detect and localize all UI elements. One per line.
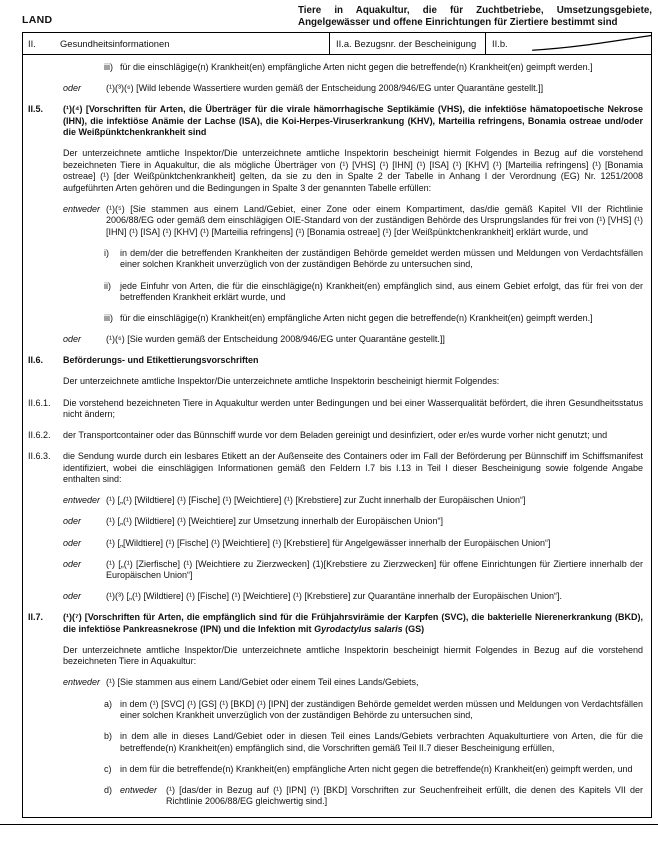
clause-text: (¹) [„(¹) [Zierfische] (¹) [Weichtiere zu Zierzwecken] (1)[Krebstiere zu Zierzwecken] für offene Einrichtungen für Ziertiere innerhalb der Europäischen Union“]: [106, 558, 643, 581]
clause-row: [28, 538, 643, 550]
clause-number: [28, 559, 63, 582]
text-fragment: (¹)(⁷) [Vorschriften für Arten, die empfänglich sind für die Frühjahrsvirämie der Karpfen (SVC), die bakterielle Nierenerkrankung (BKD), die infektiöse Pankreasnekrose (IPN) und die Infektion mit: [63, 612, 643, 634]
indent-spacer: [63, 731, 104, 754]
list-marker: iii): [104, 313, 113, 324]
clause-content: [63, 731, 643, 754]
clause-row: [28, 248, 643, 271]
clause-row: [28, 334, 643, 346]
clause-content: [63, 785, 643, 808]
clause-row: [28, 430, 643, 442]
clause-number: [28, 313, 63, 325]
clause-content: [63, 764, 643, 776]
indent-spacer: [63, 785, 104, 808]
clause-text: Der unterzeichnete amtliche Inspektor/Die unterzeichnete amtliche Inspektorin bescheinigt hiermit Folgendes in Bezug auf die vorstehend bezeichneten Tiere in Aquakultur, die als mögliche Überträger von (¹) [VHS] (¹) [IHN] (¹) [ISA] (¹) [KHV] (¹) [Marteilia refringens] (¹) [Bonamia ostreae] (¹) [der Weißpünktchenkrankheit] gelten, da sie zu den in Spalte 2 der Tabelle in Anhang I der Verordnung (EG) Nr. 1251/2008 aufgeführten Arten gehören und die Bedingungen in Spalte 3 der genannten Tabelle erfüllen:: [63, 148, 643, 193]
alternative-marker: oder: [63, 83, 82, 94]
clause-row: [28, 376, 643, 388]
clause-content: [63, 677, 643, 689]
clause-number: [28, 62, 63, 74]
clause-content: [63, 148, 643, 194]
alternative-marker: oder: [63, 591, 82, 602]
alternative-marker: entweder: [63, 495, 101, 506]
table-header-row: [23, 33, 651, 55]
alternative-marker: oder: [63, 334, 82, 345]
indent-spacer: [63, 313, 104, 325]
clause-number: [28, 376, 63, 388]
clause-text: Die vorstehend bezeichneten Tiere in Aquakultur werden unter Bedingungen und bei einer Wasserqualität befördert, die ihren Gesundheitsstatus nicht ändern;: [63, 397, 643, 420]
clause-number: [28, 248, 63, 271]
clause-text: (¹) [das/der in Bezug auf (¹) [IPN] (¹) [BKD] Vorschriften zur Seuchenfreiheit erfüllt, die denen des Kapitels VII der Richtlinie 2006/88/EG gleichwertig sind.]: [166, 784, 643, 807]
clause-text: in dem für die betreffende(n) Krankheit(en) empfängliche Arten nicht gegen die betreffende(n) Krankheit(en) geimpft werden, und: [120, 763, 633, 774]
latin-species-name: Gyrodactylus salaris: [314, 623, 403, 634]
clause-text: (¹)(⁵) [Sie stammen aus einem Land/Gebiet, einer Zone oder einem Kompartiment, das/die gemäß Kapitel VII der Richtlinie 2006/88/EG oder gemäß dem einschlägigen OIE-Standard von der zuständigen Behörde des Ursprungslandes für frei von (¹) [VHS] (¹) [IHN] (¹) [ISA] (¹) [KHV] (¹) [Marteilia refringens] (¹) [Bonamia ostreae] (¹) [der Weißpünktchenkrankheit] erklärt wurde, und: [106, 203, 643, 237]
clause-text: für die einschlägige(n) Krankheit(en) empfängliche Arten nicht gegen die betreffende(n) Krankheit(en) geimpft werden.]: [120, 62, 593, 72]
clause-text: (¹)(³) [„(¹) [Wildtiere] (¹) [Fische] (¹) [Weichtiere] (¹) [Krebstiere] zur Quarantäne innerhalb der Europäischen Union“].: [106, 591, 562, 602]
clause-content: [63, 516, 643, 528]
clause-row: [28, 785, 643, 808]
clause-content: [63, 281, 643, 304]
clause-number: [28, 495, 63, 507]
page-bottom-rule: [0, 824, 658, 825]
clause-row: [28, 612, 643, 635]
clause-text: (¹)(⁴) [Vorschriften für Arten, die Überträger für die virale hämorrhagische Septikämie (VHS), die infektiöse hämatopoetische Nekrose (IHN), die infektiöse Anämie der Lachse (ISA), die Koi-Herpes-Viruserkrankung (KHV), Marteilia refringens, Bonamia ostreae und/oder die Weißpünktchenkrankheit sind: [63, 104, 643, 138]
clause-number: [28, 334, 63, 346]
clause-content: [63, 83, 643, 95]
clause-content: [63, 699, 643, 722]
clause-number: [28, 764, 63, 776]
clause-text: in dem (¹) [SVC] (¹) [GS] (¹) [BKD] (¹) [IPN] der zuständigen Behörde gemeldet werden müssen und Meldungen von Verdachtsfällen einer solchen Krankheit unverzüglich von der zuständigen Behörde zu untersuchen sind,: [120, 698, 643, 721]
clause-content: [63, 355, 643, 367]
clause-row: [28, 516, 643, 528]
clause-text: (¹)(³)(⁶) [Wild lebende Wassertiere wurden gemäß der Entscheidung 2008/946/EG unter Quarantäne gestellt.]]: [106, 83, 544, 94]
clause-number: [28, 677, 63, 689]
list-marker: c): [104, 763, 112, 774]
clause-number: [28, 516, 63, 528]
clause-content: [63, 204, 643, 239]
clause-content: [63, 591, 643, 603]
clause-content: [63, 313, 643, 325]
clause-text: (¹)(⁶) [Sie wurden gemäß der Entscheidung 2008/946/EG unter Quarantäne gestellt.]]: [106, 334, 445, 345]
clause-row: [28, 731, 643, 754]
list-marker: i): [104, 247, 109, 258]
clause-text: in dem alle in dieses Land/Gebiet oder in diesen Teil eines Lands/Gebiets verbrachten Aquakulturtiere von Arten, die für die betreffende(n) Krankheit(en) empfänglich sind, die Vorschriften gemäß Teil II.7 dieser Bescheinigung erfüllen,: [120, 731, 643, 753]
clause-row: [28, 204, 643, 239]
clause-text: [63, 612, 643, 635]
clause-number: [28, 281, 63, 304]
country-label: LAND: [22, 14, 53, 26]
clause-row: [28, 451, 643, 486]
indent-spacer: [63, 62, 104, 74]
document-title: Tiere in Aquakultur, die für Zuchtbetriebe, Umsetzungsgebiete, Angelgewässer und offene Einrichtungen für Ziertiere bestimmt sind: [298, 5, 652, 28]
health-information-body: [23, 55, 651, 817]
clause-row: [28, 645, 643, 668]
clause-number: [28, 731, 63, 754]
clause-content: [63, 645, 643, 668]
header-section-label: Gesundheitsinformationen: [60, 38, 170, 49]
list-marker: b): [104, 731, 113, 742]
clause-text: Beförderungs- und Etikettierungsvorschriften: [63, 355, 259, 366]
clause-number: II.7.: [28, 612, 44, 623]
clause-row: [28, 677, 643, 689]
clause-text: die Sendung wurde durch ein lesbares Etikett an der Außenseite des Containers oder im Fall der Beförderung per Bünnschiff im Schiffsmanifest identifiziert, wobei die einschlägigen Informationen gemäß den Feldern I.7 bis I.13 in Teil I dieser Bescheinigung sowie folgende Angabe enthalten sind:: [63, 451, 643, 485]
clause-row: [28, 62, 643, 74]
clause-number: [28, 591, 63, 603]
clause-number: [28, 645, 63, 668]
clause-row: [28, 559, 643, 582]
clause-content: [63, 248, 643, 271]
indent-spacer: [63, 764, 104, 776]
clause-number: II.6.3.: [28, 451, 51, 462]
clause-row: [28, 148, 643, 194]
clause-content: [63, 104, 643, 139]
clause-text: Der unterzeichnete amtliche Inspektor/Die unterzeichnete amtliche Inspektorin bescheinigt hiermit Folgendes:: [63, 376, 500, 387]
clause-row: [28, 83, 643, 95]
clause-row: [28, 591, 643, 603]
clause-text: jede Einfuhr von Arten, die für die einschlägige(n) Krankheit(en) empfänglich sind, aus einem Gebiet erfolgt, das für frei von der betreffenden Krankheit erklärt wurde, und: [120, 280, 643, 303]
clause-content: [63, 430, 643, 442]
text-fragment: (GS): [402, 623, 425, 634]
diagonal-strikethrough-line: [486, 33, 651, 54]
clause-text: in dem/der die betreffenden Krankheiten der zuständigen Behörde gemeldet werden müssen und Meldungen von Verdachtsfällen einer solchen Krankheit unverzüglich von der zuständigen Behörde zu untersuchen sind,: [120, 247, 643, 270]
iib-label: II.b.: [492, 38, 508, 49]
clause-text: (¹) [„[Wildtiere] (¹) [Fische] (¹) [Weichtiere] (¹) [Krebstiere] für Angelgewässer innerhalb der Europäischen Union“]: [106, 537, 551, 548]
clause-number: [28, 538, 63, 550]
clause-content: [63, 376, 643, 388]
clause-row: [28, 398, 643, 421]
alternative-marker: oder: [63, 558, 82, 569]
header-cell-reference-number: [329, 33, 486, 54]
clause-row: [28, 495, 643, 507]
clause-row: [28, 355, 643, 367]
list-marker: a): [104, 698, 113, 709]
clause-number: [28, 204, 63, 239]
list-marker: ii): [104, 280, 111, 291]
clause-content: [63, 62, 643, 74]
clause-text: (¹) [„(¹) [Wildtiere] (¹) [Fische] (¹) [Weichtiere] (¹) [Krebstiere] zur Zucht innerhalb der Europäischen Union“]: [106, 495, 526, 506]
clause-content: [63, 398, 643, 421]
list-marker: d): [104, 784, 113, 795]
alternative-marker: oder: [63, 516, 82, 527]
alternative-marker: oder: [63, 537, 82, 548]
indent-spacer: [63, 281, 104, 304]
clause-content: [63, 559, 643, 582]
clause-text: für die einschlägige(n) Krankheit(en) empfängliche Arten nicht gegen die betreffende(n) Krankheit(en) geimpft werden.]: [120, 313, 593, 324]
clause-number: II.6.2.: [28, 430, 51, 441]
clause-row: [28, 764, 643, 776]
certificate-table: [22, 32, 652, 818]
clause-row: [28, 313, 643, 325]
header-section-number: II.: [28, 38, 36, 49]
clause-text: (¹) [Sie stammen aus einem Land/Gebiet oder einem Teil eines Lands/Gebiets,: [106, 677, 419, 688]
clause-number: [28, 83, 63, 95]
alternative-marker: entweder: [120, 784, 158, 795]
alternative-marker: entweder: [63, 203, 101, 214]
clause-row: [28, 281, 643, 304]
clause-row: [28, 699, 643, 722]
clause-number: II.6.: [28, 355, 44, 366]
clause-content: [63, 612, 643, 635]
clause-content: [63, 451, 643, 486]
clause-content: [63, 495, 643, 507]
clause-text: Der unterzeichnete amtliche Inspektor/Die unterzeichnete amtliche Inspektorin bescheinigt hiermit Folgendes in Bezug auf die vorstehend bezeichneten Tiere in Aquakultur:: [63, 644, 643, 667]
clause-content: [63, 538, 643, 550]
clause-text: der Transportcontainer oder das Bünnschiff wurde vor dem Beladen gereinigt und desinfiziert, oder er/es wurde vorher nicht genutzt; und: [63, 430, 608, 441]
clause-row: [28, 104, 643, 139]
clause-number: II.5.: [28, 104, 44, 115]
clause-number: II.6.1.: [28, 397, 51, 408]
clause-number: [28, 148, 63, 194]
header-cell-health-information: [23, 38, 329, 49]
clause-number: [28, 785, 63, 808]
alternative-marker: entweder: [63, 677, 101, 688]
clause-text: (¹) [„(¹) [Wildtiere] (¹) [Weichtiere] zur Umsetzung innerhalb der Europäischen Union“]: [106, 516, 443, 527]
clause-number: [28, 699, 63, 722]
reference-number-label: II.a. Bezugsnr. der Bescheinigung: [336, 38, 477, 49]
indent-spacer: [63, 699, 104, 722]
list-marker: iii): [104, 62, 113, 72]
header-cell-iib: [486, 33, 651, 54]
clause-content: [63, 334, 643, 346]
page-header: [22, 0, 652, 29]
indent-spacer: [63, 248, 104, 271]
